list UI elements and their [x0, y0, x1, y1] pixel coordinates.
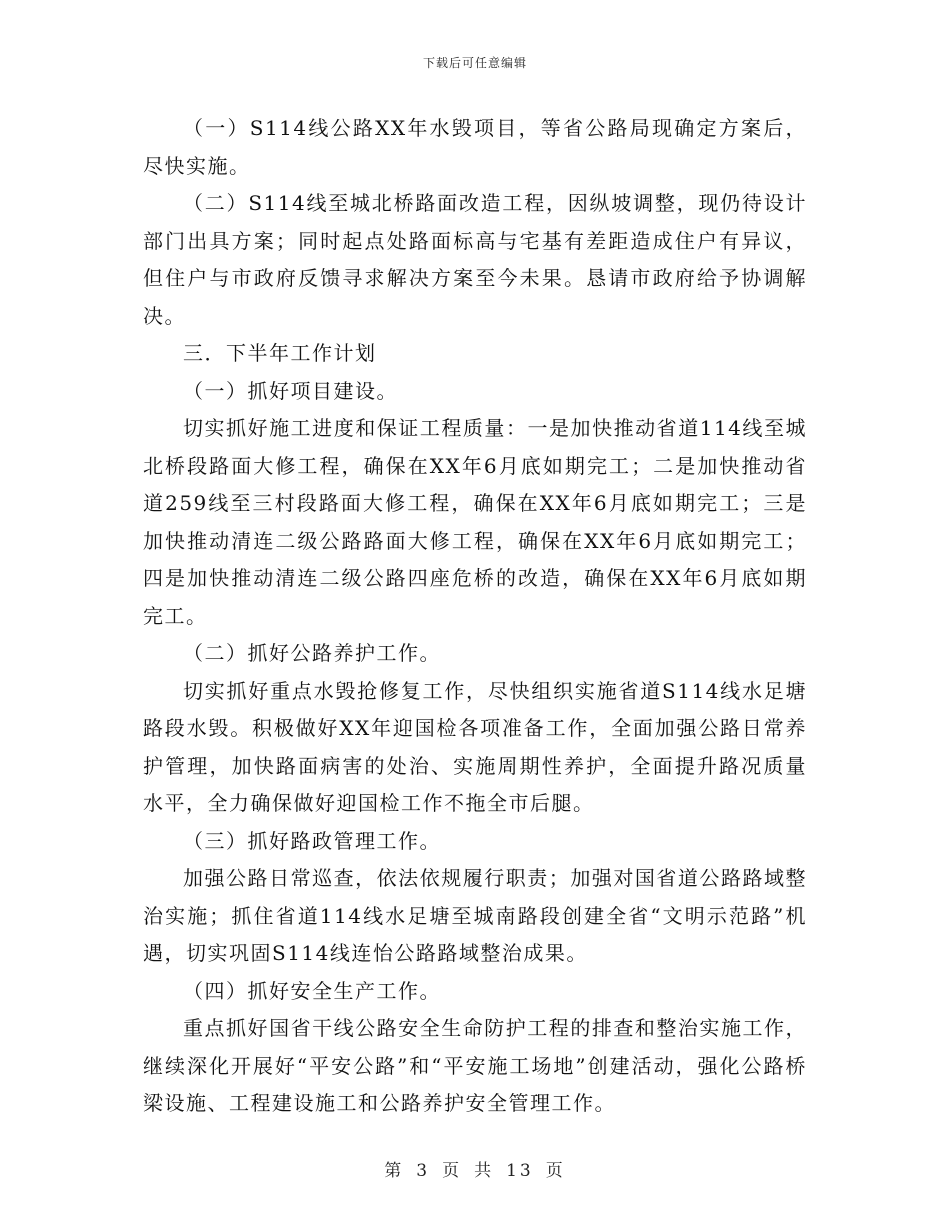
paragraph-road-administration: 加强公路日常巡查，依法依规履行职责；加强对国省道公路路域整治实施；抓住省道114线水足塘至城南路段创建全省“文明示范路”机遇，切实巩固S114线连怡公路路域整治成果。 [143, 866, 807, 965]
subheading-road-administration: （三）抓好路政管理工作。 [183, 828, 441, 853]
paragraph-road-maintenance: 切实抓好重点水毁抢修复工作，尽快组织实施省道S114线水足塘路段水毁。积极做好XX年迎国检各项准备工作，全面加强公路日常养护管理，加快路面病害的处治、实施周期性养护，全面提升路况质量水平，全力确保做好迎国检工作不拖全市后腿。 [143, 678, 807, 815]
document-body [143, 110, 807, 1123]
footer-prefix: 第 [384, 1161, 405, 1181]
footer-page-number: 3 [416, 1161, 431, 1181]
footer-total-pages: 13 [506, 1161, 534, 1181]
paragraph-project-construction: 切实抓好施工进度和保证工程质量：一是加快推动省道114线至城北桥段路面大修工程，确保在XX年6月底如期完工；二是加快推动省道259线至三村段路面大修工程，确保在XX年6月底如期完工；三是加快推动清连二级公路路面大修工程，确保在XX年6月底如期完工；四是加快推动清连二级公路四座危桥的改造，确保在XX年6月底如期完工。 [143, 416, 807, 628]
page-footer [0, 1156, 950, 1181]
section-heading-3: 三．下半年工作计划 [183, 341, 377, 365]
footer-total-label: 共 [474, 1161, 495, 1181]
subheading-safety-production: （四）抓好安全生产工作。 [183, 978, 441, 1003]
footer-page-label: 页 [442, 1161, 463, 1181]
subheading-road-maintenance: （二）抓好公路养护工作。 [183, 641, 441, 665]
page-header: 下载后可任意编辑 [422, 56, 527, 70]
paragraph-2: （二）S114线至城北桥路面改造工程，因纵坡调整，现仍待设计部门出具方案；同时起点处路面标高与宅基有差距造成住户有异议，但住户与市政府反馈寻求解决方案至今未果。恳请市政府给予协调解决。 [143, 191, 807, 328]
paragraph-safety-production: 重点抓好国省干线公路安全生命防护工程的排查和整治实施工作，继续深化开展好“平安公路”和“平安施工场地”创建活动，强化公路桥梁设施、工程建设施工和公路养护安全管理工作。 [143, 1016, 807, 1115]
subheading-project-construction: （一）抓好项目建设。 [183, 378, 398, 403]
footer-suffix: 页 [545, 1161, 566, 1181]
paragraph-1: （一）S114线公路XX年水毁项目，等省公路局现确定方案后，尽快实施。 [143, 116, 807, 178]
